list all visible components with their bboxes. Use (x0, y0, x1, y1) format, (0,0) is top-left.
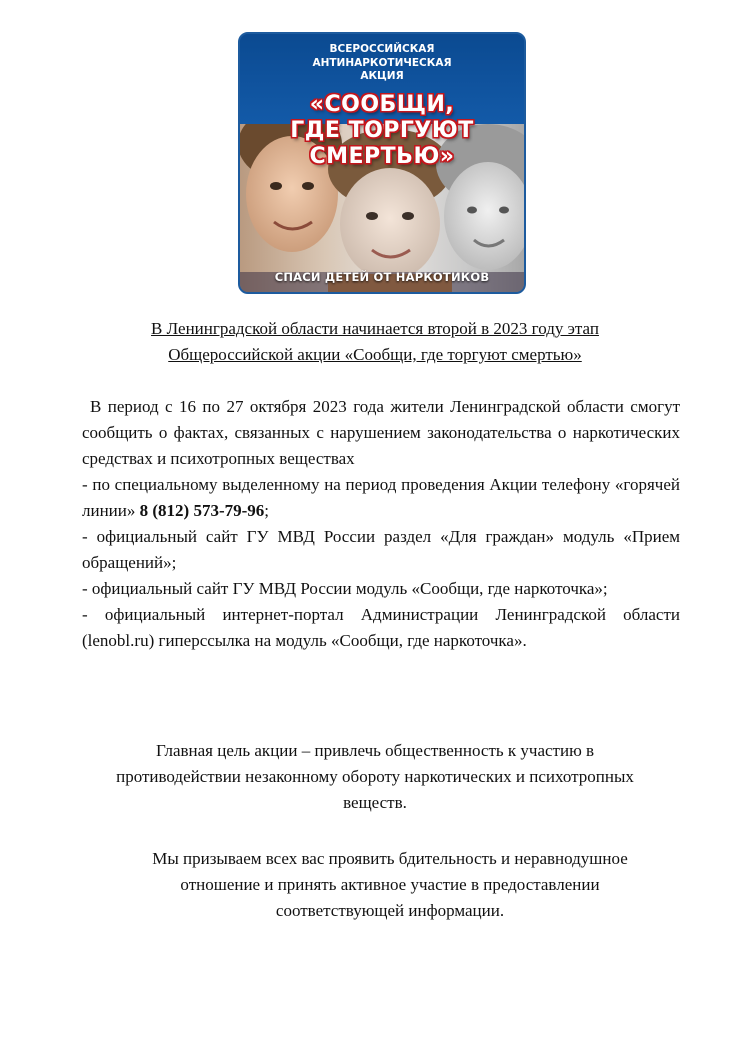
goal-line: веществ. (343, 793, 407, 812)
goal-line: противодействии незаконному обороту наркотических и психотропных (116, 767, 634, 786)
lead-paragraph: В период с 16 по 27 октября 2023 года жители Ленинградской области смогут сообщить о фактах, связанных с нарушением законодательства о наркотических средствах и психотропных веществах (82, 397, 680, 468)
poster-bottom-caption: СПАСИ ДЕТЕЙ ОТ НАРКОТИКОВ (274, 270, 490, 284)
headline-line: В Ленинградской области начинается второй в 2023 году этап (151, 319, 599, 338)
poster-slogan (240, 92, 524, 170)
goal-line: Главная цель акции – привлечь общественность к участию в (155, 741, 595, 760)
poster-slogan-line: СМЕРТЬЮ» (309, 144, 455, 169)
campaign-goal (40, 738, 710, 816)
appeal-line: Мы призываем всех вас проявить бдительность и неравнодушное (152, 849, 628, 868)
hotline-text: - по специальному выделенному на период проведения Акции телефону «горячей линии» (82, 475, 680, 520)
announcement-body (82, 394, 680, 654)
headline-line: Общероссийской акции «Сообщи, где торгуют смертью» (168, 345, 582, 364)
hotline-phone-number: 8 (812) 573-79-96 (139, 501, 265, 520)
call-to-action (70, 846, 710, 924)
appeal-line: отношение и принять активное участие в предоставлении (180, 875, 600, 894)
announcement-headline (70, 316, 680, 368)
poster-org-line: ВСЕРОССИЙСКАЯ (329, 43, 435, 55)
poster-slogan-line: ГДЕ ТОРГУЮТ (290, 118, 474, 143)
poster-slogan-line: «СООБЩИ, (309, 92, 455, 117)
poster-organization-text (240, 43, 524, 84)
poster-org-line: АНТИНАРКОТИЧЕСКАЯ (312, 56, 452, 69)
hotline-suffix: ; (264, 501, 270, 520)
appeal-line: соответствующей информации. (275, 901, 505, 920)
report-channel-lenobl-portal: - официальный интернет-портал Администрации Ленинградской области (lenobl.ru) гиперссылка на модуль «Сообщи, где наркоточка». (82, 605, 680, 650)
report-channel-hotline (82, 472, 680, 524)
report-channel-mvd-module: - официальный сайт ГУ МВД России модуль «Сообщи, где наркоточка»; (82, 579, 608, 598)
report-channel-mvd-citizens: - официальный сайт ГУ МВД России раздел «Для граждан» модуль «Прием обращений»; (82, 527, 680, 572)
poster-org-line: АКЦИЯ (360, 70, 404, 82)
campaign-poster (238, 32, 526, 294)
